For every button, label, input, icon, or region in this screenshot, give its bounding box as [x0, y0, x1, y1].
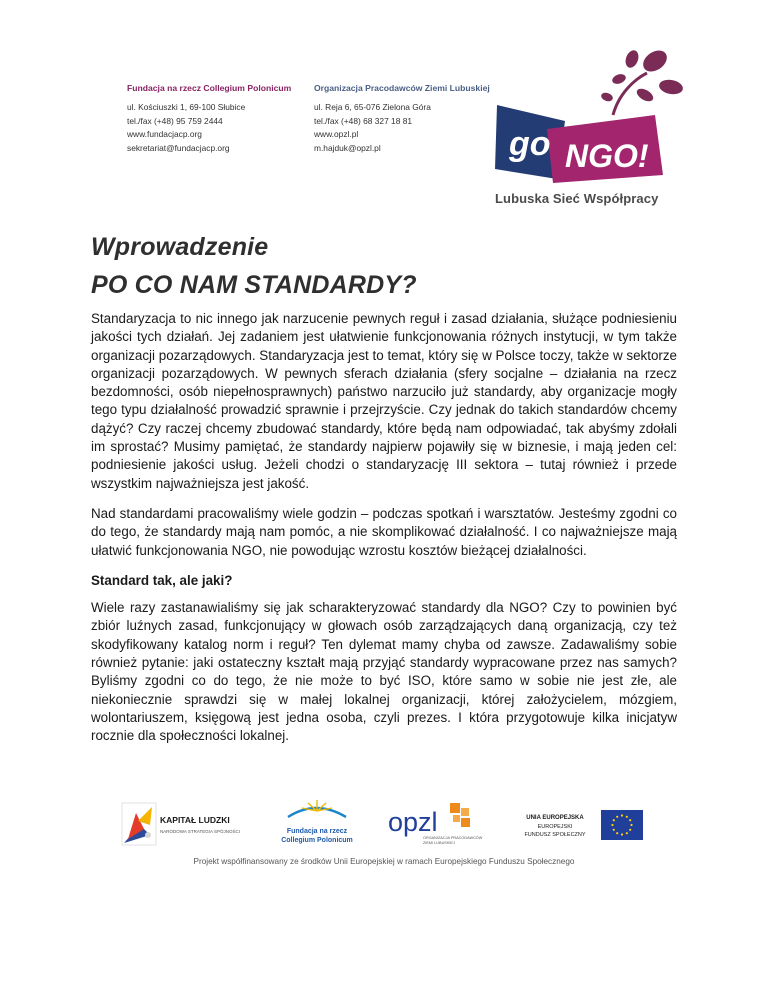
opzl-sub2: ZIEMI LUBUSKIEJ: [423, 841, 455, 845]
eu-logo: [524, 810, 643, 840]
org-fundacja-street: ul. Kościuszki 1, 69-100 Słubice: [127, 102, 246, 113]
logo-tagline: Lubuska Sieć Współpracy: [495, 191, 659, 206]
org-fundacja-name: Fundacja na rzecz Collegium Polonicum: [127, 83, 292, 93]
eu-line2: EUROPEJSKI: [537, 824, 573, 830]
opzl-logo: [388, 803, 483, 845]
eu-line3: FUNDUSZ SPOŁECZNY: [524, 832, 586, 838]
org-opzl-phone: tel./fax (+48) 68 327 18 81: [314, 115, 413, 126]
paragraph-intro: Standaryzacja to nic innego jak narzucenie pewnych reguł i zasad działania, służące podniesieniu jakości tych działań. Jej zadaniem jest ułatwienie funkcjonowania różnych instytucji, w tym także organizacji pozarządowych. Standaryzacja jest to temat, który się w Polsce toczy, także w sektorze organizacji pozarządowych. W pewnych sferach działania (sfery socjalne – działania na rzecz bezdomności, osób niepełnosprawnych) państwo narzuciło już standardy, aby organizacje mogły tego typu działalność prowadzić sprawnie i przejrzyście. Czy jednak do takich standardów chcemy dążyć? Czy raczej chcemy zbudować standardy, które będą nam odpowiadać, tak abyśmy zdołali im sprostać? Musimy pamiętać, że standardy najpierw pojawiły się w biznesie, i mają jeden cel: podniesienie jakości usług. Jeżeli chodzi o standaryzację III sektora – tutaj również i przede wszystkim najważniejsza jest jakość.: [91, 311, 677, 491]
paragraph-work: Nad standardami pracowaliśmy wiele godzin – podczas spotkań i warsztatów. Jesteśmy zgodni co do tego, że standardy mają nam pomóc, a nie skomplikować działalność. I co najważniejsze mają ułatwić funkcjonowania NGO, nie powodując wzrostu kosztów bieżącej działalności.: [91, 505, 677, 558]
org-fundacja-phone: tel./fax (+48) 95 759 2444: [127, 115, 223, 126]
funding-note: Projekt współfinansowany ze środków Unii Europejskiej w ramach Europejskiego Funduszu Społecznego: [193, 857, 575, 866]
eu-title: UNIA EUROPEJSKA: [526, 815, 584, 821]
fundacja-cp-line1: Fundacja na rzecz: [286, 828, 348, 835]
leaves-icon: [600, 46, 684, 115]
org-fundacja-email: sekretariat@fundacjacp.org: [127, 142, 230, 153]
paragraph-standard: Wiele razy zastanawialiśmy się jak scharakteryzować standardy dla NGO? Czy to powinien być zbiór luźnych zasad, funkcjonujący w głowach osób zarządzających daną organizacją, czy też skodyfikowany katalog norm i reguł? Ten dylemat mamy chyba od zawsze. Zadawaliśmy sobie również pytanie: jaki ostateczny kształt mają przyjąć standardy wypracowane przez nas samych? Byliśmy zgodni co do tego, że nie może to być ISO, które samo w sobie nie jest złe, ale niekoniecznie sprawdzi się w małej lokalnej organizacji, której założycielem, mózgiem, wolontariuszem, księgową jest jedna osoba, czyli prezes. I która przygotowuje kilka inicjatyw rocznie dla społeczności lokalnej.: [91, 600, 677, 744]
subheading: Standard tak, ale jaki?: [91, 572, 233, 588]
kapital-ludzki-title: KAPITAŁ LUDZKI: [160, 815, 230, 825]
org-opzl-name: Organizacja Pracodawców Ziemi Lubuskiej: [314, 83, 490, 93]
logo-ngo-text: NGO!: [565, 138, 649, 174]
org-fundacja-website: www.fundacjacp.org: [127, 129, 202, 140]
sponsor-logos: [120, 795, 660, 855]
section-subtitle: PO CO NAM STANDARDY?: [91, 271, 417, 299]
fundacja-cp-logo: [281, 800, 353, 844]
kapital-ludzki-subtitle: NARODOWA STRATEGIA SPÓJNOŚCI: [160, 829, 241, 834]
org-opzl-street: ul. Reja 6, 65-076 Zielona Góra: [314, 102, 431, 113]
opzl-wordmark: opzl: [388, 807, 438, 837]
org-opzl-address: [314, 82, 490, 155]
go-ngo-logo: [495, 45, 695, 185]
document-body: [91, 310, 677, 758]
org-opzl-email: m.hajduk@opzl.pl: [314, 142, 381, 153]
org-opzl-website: www.opzl.pl: [314, 129, 359, 140]
opzl-sub1: ORGANIZACJA PRACODAWCÓW: [423, 836, 483, 840]
section-title: Wprowadzenie: [91, 233, 269, 261]
fundacja-cp-line2: Collegium Polonicum: [281, 837, 353, 844]
kapital-ludzki-logo: [122, 803, 240, 845]
logo-go-text: go: [509, 125, 551, 163]
org-fundacja-address: [127, 82, 291, 155]
